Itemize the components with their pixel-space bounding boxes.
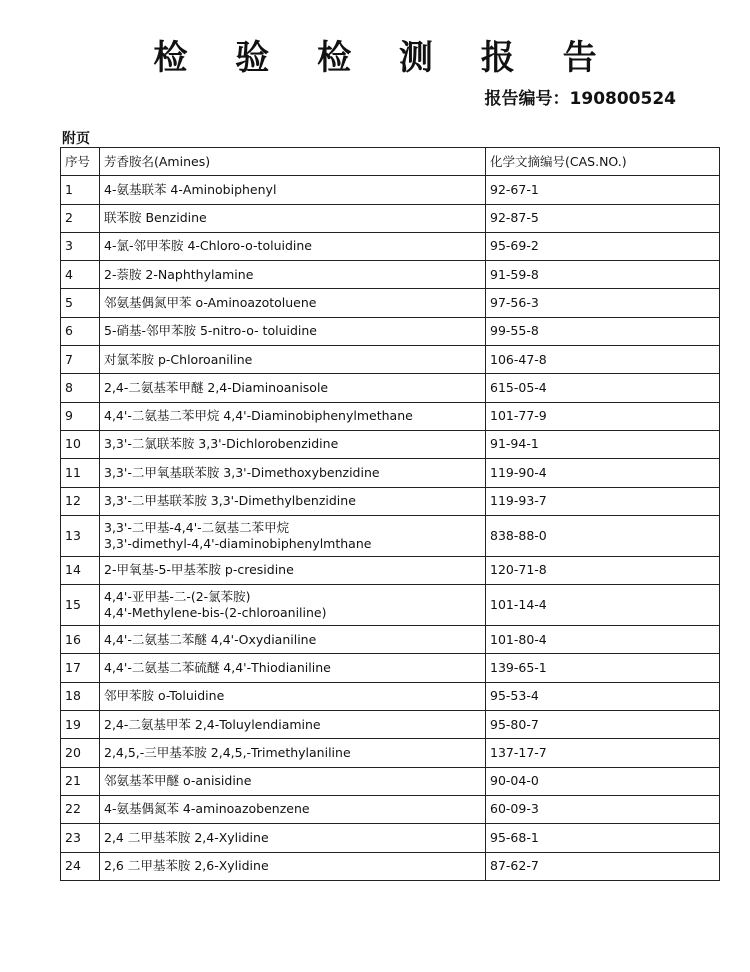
cell-amine-name: 2-甲氧基-5-甲基苯胺 p-cresidine: [100, 556, 486, 584]
cell-no: 20: [61, 739, 100, 767]
table-header-row: [61, 148, 720, 176]
cell-amine-name: 2,4,5,-三甲基苯胺 2,4,5,-Trimethylaniline: [100, 739, 486, 767]
report-number: 报告编号：190800524: [484, 89, 676, 109]
appendix-label: 附页: [62, 131, 90, 147]
cell-no: 9: [61, 402, 100, 430]
table-row: [61, 556, 720, 584]
report-title: 检 验 检 测 报 告: [153, 38, 615, 78]
cell-cas-no: 91-94-1: [486, 430, 720, 458]
cell-cas-no: 615-05-4: [486, 374, 720, 402]
cell-amine-name: 3,3'-二甲基联苯胺 3,3'-Dimethylbenzidine: [100, 487, 486, 515]
table-row: [61, 824, 720, 852]
cell-no: 23: [61, 824, 100, 852]
cell-no: 10: [61, 430, 100, 458]
amines-table: [60, 147, 720, 881]
table-row: [61, 459, 720, 487]
amine-name-line: 4,4'-亚甲基-二-(2-氯苯胺): [104, 588, 251, 604]
cell-cas-no: 838-88-0: [486, 515, 720, 556]
cell-amine-name: 邻氨基苯甲醚 o-anisidine: [100, 767, 486, 795]
cell-amine-name: 2,4-二氨基苯甲醚 2,4-Diaminoanisole: [100, 374, 486, 402]
cell-amine-name: 4,4'-二氨基二苯硫醚 4,4'-Thiodianiline: [100, 654, 486, 682]
cell-no: 14: [61, 556, 100, 584]
cell-no: 4: [61, 261, 100, 289]
cell-no: 24: [61, 852, 100, 880]
table-row: [61, 682, 720, 710]
table-row: [61, 261, 720, 289]
cell-amine-name: 4,4'-二氨基二苯醚 4,4'-Oxydianiline: [100, 626, 486, 654]
cell-no: 3: [61, 232, 100, 260]
cell-no: 18: [61, 682, 100, 710]
cell-amine-name: 对氯苯胺 p-Chloroaniline: [100, 346, 486, 374]
cell-amine-name: 2,4-二氨基甲苯 2,4-Toluylendiamine: [100, 711, 486, 739]
cell-cas-no: 95-53-4: [486, 682, 720, 710]
cell-cas-no: 90-04-0: [486, 767, 720, 795]
table-row: [61, 767, 720, 795]
cell-cas-no: 106-47-8: [486, 346, 720, 374]
table-row: [61, 626, 720, 654]
cell-no: 19: [61, 711, 100, 739]
cell-cas-no: 139-65-1: [486, 654, 720, 682]
cell-cas-no: 97-56-3: [486, 289, 720, 317]
table-row: [61, 430, 720, 458]
cell-amine-name: 邻甲苯胺 o-Toluidine: [100, 682, 486, 710]
cell-cas-no: 91-59-8: [486, 261, 720, 289]
cell-amine-name: 3,3'-二氯联苯胺 3,3'-Dichlorobenzidine: [100, 430, 486, 458]
header-no: 序号: [61, 148, 100, 176]
cell-no: 1: [61, 176, 100, 204]
cell-no: 15: [61, 585, 100, 626]
table-row: [61, 654, 720, 682]
cell-no: 7: [61, 346, 100, 374]
cell-cas-no: 119-93-7: [486, 487, 720, 515]
cell-no: 11: [61, 459, 100, 487]
amine-name-line-2: 4,4'-Methylene-bis-(2-chloroaniline): [104, 605, 327, 621]
amine-name-line: 3,3'-二甲基-4,4'-二氨基二苯甲烷: [104, 519, 290, 535]
cell-no: 21: [61, 767, 100, 795]
table-row: [61, 289, 720, 317]
cell-amine-name: 4,4'-二氨基二苯甲烷 4,4'-Diaminobiphenylmethane: [100, 402, 486, 430]
cell-cas-no: 119-90-4: [486, 459, 720, 487]
cell-amine-name: 4-氨基联苯 4-Aminobiphenyl: [100, 176, 486, 204]
cell-cas-no: 95-68-1: [486, 824, 720, 852]
table-row: [61, 795, 720, 823]
table-row: [61, 176, 720, 204]
cell-amine-name: 邻氨基偶氮甲苯 o-Aminoazotoluene: [100, 289, 486, 317]
table-row: [61, 317, 720, 345]
cell-cas-no: 95-80-7: [486, 711, 720, 739]
cell-no: 12: [61, 487, 100, 515]
cell-cas-no: 92-87-5: [486, 204, 720, 232]
cell-cas-no: 120-71-8: [486, 556, 720, 584]
table-row: [61, 711, 720, 739]
cell-no: 5: [61, 289, 100, 317]
cell-no: 2: [61, 204, 100, 232]
cell-cas-no: 99-55-8: [486, 317, 720, 345]
cell-no: 22: [61, 795, 100, 823]
table-row: [61, 232, 720, 260]
cell-no: 17: [61, 654, 100, 682]
cell-amine-name: 4-氨基偶氮苯 4-aminoazobenzene: [100, 795, 486, 823]
cell-amine-name: 4-氯-邻甲苯胺 4-Chloro-o-toluidine: [100, 232, 486, 260]
cell-amine-name: 2,4 二甲基苯胺 2,4-Xylidine: [100, 824, 486, 852]
table-row: [61, 852, 720, 880]
header-amine-name: 芳香胺名(Amines): [100, 148, 486, 176]
cell-no: 8: [61, 374, 100, 402]
cell-no: 13: [61, 515, 100, 556]
table-row: [61, 402, 720, 430]
table-row: [61, 204, 720, 232]
cell-cas-no: 87-62-7: [486, 852, 720, 880]
cell-cas-no: 137-17-7: [486, 739, 720, 767]
cell-amine-name: 2,6 二甲基苯胺 2,6-Xylidine: [100, 852, 486, 880]
cell-amine-name: 联苯胺 Benzidine: [100, 204, 486, 232]
cell-cas-no: 101-80-4: [486, 626, 720, 654]
header-cas-no: 化学文摘编号(CAS.NO.): [486, 148, 720, 176]
table-row: [61, 487, 720, 515]
amine-name-line-2: 3,3'-dimethyl-4,4'-diaminobiphenylmthane: [104, 535, 372, 551]
cell-cas-no: 92-67-1: [486, 176, 720, 204]
cell-amine-name: [100, 515, 486, 556]
cell-amine-name: 5-硝基-邻甲苯胺 5-nitro-o- toluidine: [100, 317, 486, 345]
cell-no: 6: [61, 317, 100, 345]
table-row: [61, 585, 720, 626]
cell-cas-no: 95-69-2: [486, 232, 720, 260]
cell-amine-name: 3,3'-二甲氧基联苯胺 3,3'-Dimethoxybenzidine: [100, 459, 486, 487]
cell-no: 16: [61, 626, 100, 654]
table-row: [61, 515, 720, 556]
table-row: [61, 374, 720, 402]
cell-amine-name: 2-萘胺 2-Naphthylamine: [100, 261, 486, 289]
cell-cas-no: 101-77-9: [486, 402, 720, 430]
cell-cas-no: 101-14-4: [486, 585, 720, 626]
cell-amine-name: [100, 585, 486, 626]
table-row: [61, 346, 720, 374]
cell-cas-no: 60-09-3: [486, 795, 720, 823]
table-row: [61, 739, 720, 767]
